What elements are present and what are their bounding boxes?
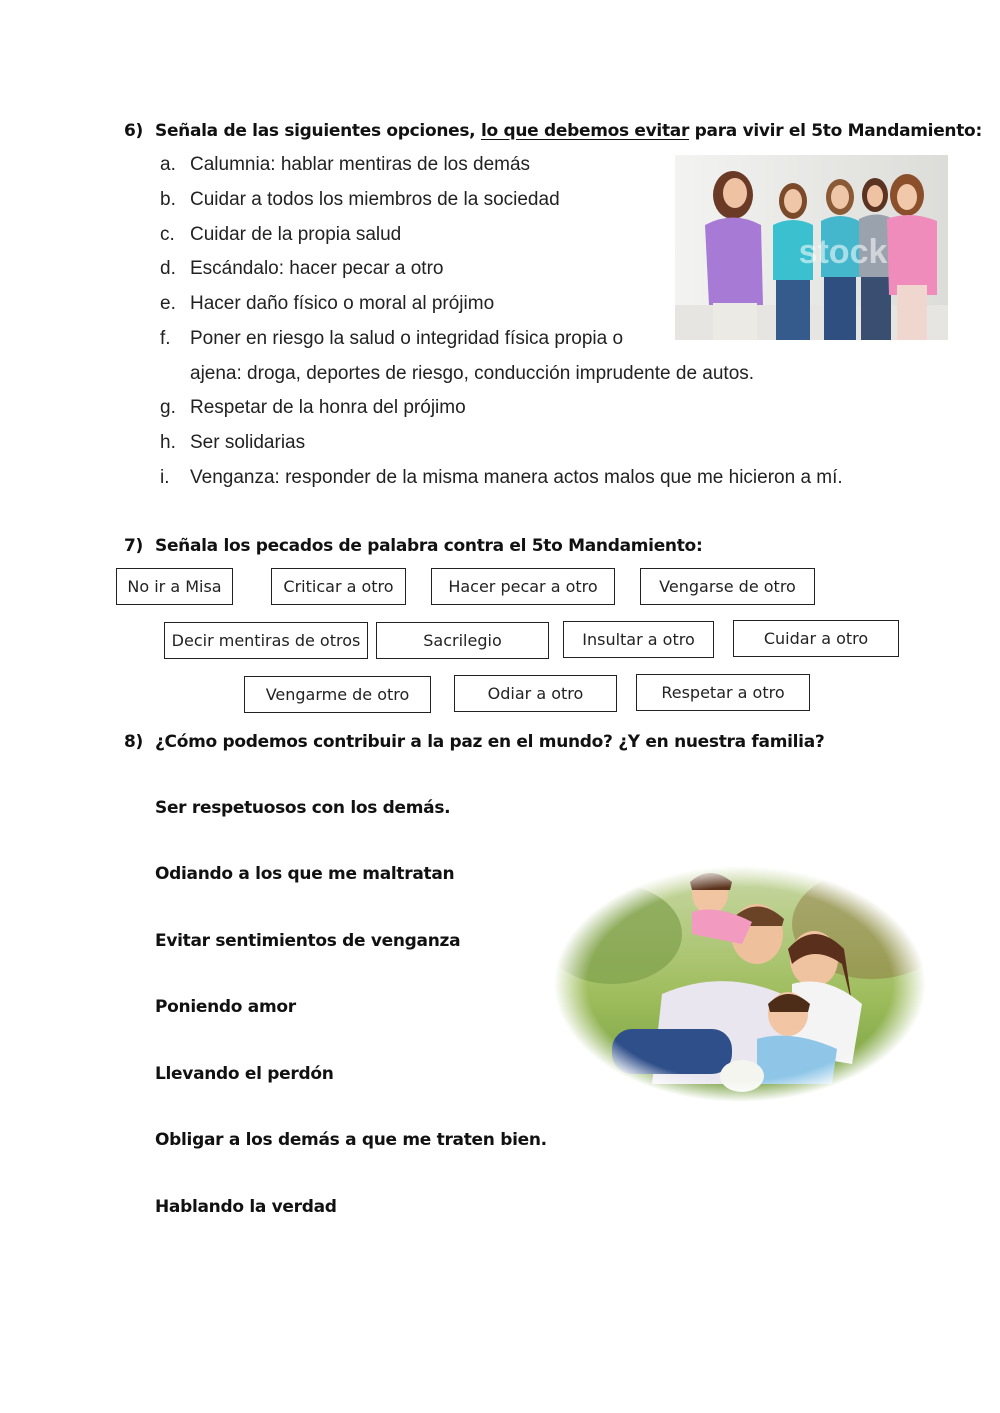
option-text: Cuidar de la propia salud — [190, 224, 402, 245]
option-letter: a. — [160, 154, 176, 175]
choice-box[interactable]: No ir a Misa — [116, 568, 233, 605]
option-letter: g. — [160, 397, 176, 418]
option-letter: i. — [160, 467, 170, 488]
question-6-text-underlined: lo que debemos evitar — [480, 121, 690, 141]
option-text: Cuidar a todos los miembros de la sociedad — [190, 189, 560, 210]
photo-watermark: stock — [798, 233, 888, 271]
answer-option[interactable]: Ser respetuosos con los demás. — [155, 798, 451, 818]
option-f[interactable] — [160, 328, 623, 350]
option-h[interactable] — [160, 432, 305, 454]
option-b[interactable] — [160, 189, 560, 211]
option-c[interactable] — [160, 224, 401, 246]
question-6-number: 6) — [124, 121, 143, 141]
choice-box[interactable]: Cuidar a otro — [733, 620, 899, 657]
family-park-photo — [552, 864, 928, 1104]
option-letter: h. — [160, 432, 176, 453]
answer-option[interactable]: Hablando la verdad — [155, 1197, 337, 1217]
option-letter: b. — [160, 189, 176, 210]
question-7 — [124, 536, 702, 556]
option-text: Poner en riesgo la salud o integridad física propia o — [190, 328, 624, 349]
answer-option[interactable]: Llevando el perdón — [155, 1064, 334, 1084]
question-6-text-pre: Señala de las siguientes opciones, — [155, 121, 481, 141]
option-text: Ser solidarias — [190, 432, 306, 453]
option-letter: e. — [160, 293, 176, 314]
option-text: Respetar de la honra del prójimo — [190, 397, 466, 418]
option-text: Venganza: responder de la misma manera actos malos que me hicieron a mí. — [190, 467, 843, 488]
choice-box[interactable]: Vengarse de otro — [640, 568, 815, 605]
question-6-text-post: para vivir el 5to Mandamiento: — [689, 121, 982, 141]
choice-box[interactable]: Vengarme de otro — [244, 676, 431, 713]
option-e[interactable] — [160, 293, 494, 315]
option-text: Escándalo: hacer pecar a otro — [190, 258, 444, 279]
option-f-continued: ajena: droga, deportes de riesgo, conducción imprudente de autos. — [190, 363, 755, 384]
choice-box[interactable]: Hacer pecar a otro — [431, 568, 615, 605]
option-g[interactable] — [160, 397, 466, 419]
question-8 — [124, 732, 824, 752]
choice-box[interactable]: Sacrilegio — [376, 622, 549, 659]
girls-gossiping-photo — [675, 155, 948, 340]
answer-option[interactable]: Obligar a los demás a que me traten bien. — [155, 1130, 547, 1150]
choice-box[interactable]: Respetar a otro — [636, 674, 810, 711]
choice-box[interactable]: Criticar a otro — [271, 568, 406, 605]
option-letter: d. — [160, 258, 176, 279]
option-text: Calumnia: hablar mentiras de los demás — [190, 154, 531, 175]
option-letter: c. — [160, 224, 175, 245]
choice-box[interactable]: Insultar a otro — [563, 621, 714, 658]
answer-option[interactable]: Evitar sentimientos de venganza — [155, 931, 461, 951]
option-letter: f. — [160, 328, 171, 349]
option-d[interactable] — [160, 258, 444, 280]
question-7-text: Señala los pecados de palabra contra el 5to Mandamiento: — [155, 536, 703, 556]
question-8-number: 8) — [124, 732, 143, 752]
answer-option[interactable]: Poniendo amor — [155, 997, 296, 1017]
choice-box[interactable]: Odiar a otro — [454, 675, 617, 712]
option-i[interactable] — [160, 467, 843, 489]
question-8-text: ¿Cómo podemos contribuir a la paz en el mundo? ¿Y en nuestra familia? — [155, 732, 825, 752]
question-7-number: 7) — [124, 536, 143, 556]
question-6 — [124, 121, 982, 141]
option-a[interactable] — [160, 154, 530, 176]
option-text: Hacer daño físico o moral al prójimo — [190, 293, 495, 314]
choice-box[interactable]: Decir mentiras de otros — [164, 622, 368, 659]
answer-option[interactable]: Odiando a los que me maltratan — [155, 864, 455, 884]
